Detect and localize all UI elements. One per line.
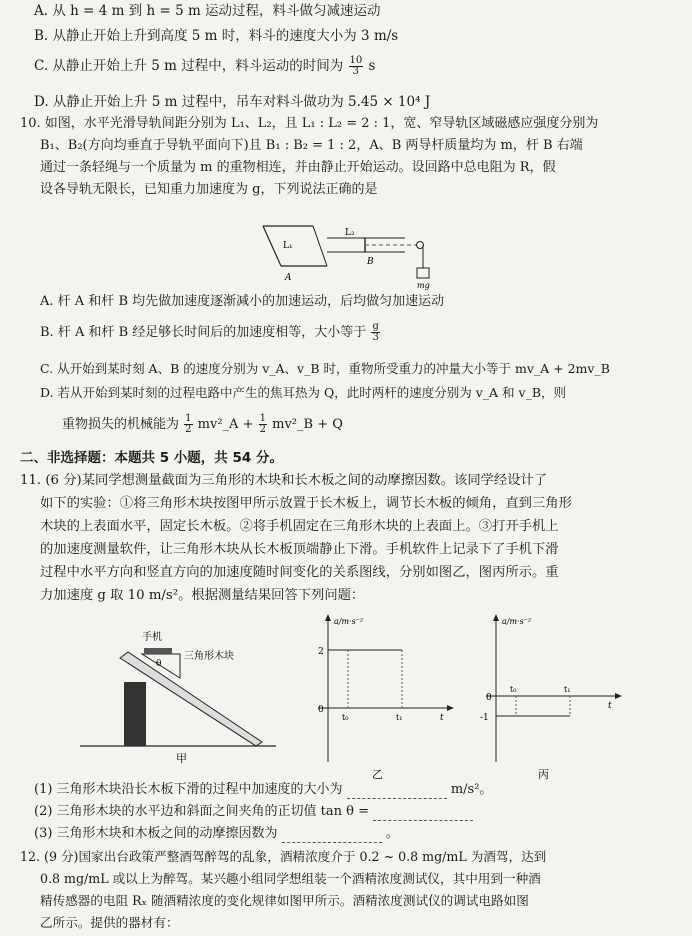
weight-block bbox=[417, 268, 429, 278]
q12-line-4: 乙所示。提供的器材有： bbox=[40, 915, 179, 930]
fig-yi-caption: 乙 bbox=[372, 768, 383, 781]
q10-option-d-line2 bbox=[62, 414, 343, 435]
q12-line-3: 精传感器的电阻 Rₓ 随酒精浓度的变化规律如图甲所示。酒精浓度测试仪的调试电路如图 bbox=[40, 893, 529, 908]
yi-t1: t₁ bbox=[396, 713, 403, 722]
yi-t-label: t bbox=[440, 713, 444, 723]
label-b: B bbox=[367, 257, 374, 267]
q10-option-b-text: B. 杆 A 和杆 B 经足够长时间后的加速度相等，大小等于 bbox=[40, 325, 367, 340]
phone-label: 手机 bbox=[142, 632, 162, 643]
q10-d-text: 重物损失的机械能为 bbox=[62, 417, 180, 432]
q11-sub-2-text: (2) 三角形木块的水平边和斜面之间夹角的正切值 tan θ = bbox=[34, 804, 370, 819]
support-block bbox=[124, 682, 146, 746]
q10-d-frac-1: $\frac{1}{2}$ bbox=[185, 413, 192, 435]
bing-t-label: t bbox=[608, 701, 612, 711]
fig-bing-caption: 丙 bbox=[538, 768, 549, 781]
label-l1: L₁ bbox=[283, 241, 293, 251]
q10-option-c: C. 从开始到某时刻 A、B 的速度分别为 v_A、v_B 时，重物所受重力的冲量大小等于 mv_A + 2mv_B bbox=[40, 361, 610, 376]
bing-y-label: a/m·s⁻² bbox=[502, 617, 532, 626]
fig-jia-incline bbox=[80, 622, 280, 764]
q10-line-1: 10. 如图，水平光滑导轨间距分别为 L₁、L₂，且 L₁ : L₂ = 2 : 1，宽、窄导轨区域磁感应强度分别为 bbox=[20, 116, 599, 131]
block-label: 三角形木块 bbox=[184, 651, 234, 662]
q11-line-4: 的加速度测量软件，让三角形木块从长木板顶端静止下滑。手机软件上记录下了手机下滑 bbox=[40, 542, 559, 557]
q9-option-a: A. 从 h = 4 m 到 h = 5 m 运动过程，料斗做匀减速运动 bbox=[34, 3, 381, 19]
fig-yi-chart bbox=[310, 612, 460, 782]
label-l2: L₂ bbox=[345, 228, 355, 238]
q10-rail-figure bbox=[255, 218, 455, 290]
q9-c-fraction: $\frac{10}{3}$ bbox=[349, 55, 363, 77]
rod-a bbox=[263, 226, 281, 266]
q11-sub-1-text: (1) 三角形木块沿长木板下滑的过程中加速度的大小为 bbox=[34, 782, 343, 797]
q11-line-6: 力加速度 g 取 10 m/s²。根据测量结果回答下列问题： bbox=[40, 588, 365, 603]
bing-t0: t₀ bbox=[510, 685, 517, 694]
yi-t0: t₀ bbox=[342, 713, 349, 722]
q10-d-term-1: mv²_A + bbox=[197, 417, 254, 432]
theta-label: θ bbox=[156, 659, 162, 669]
q10-d-frac-2: $\frac{1}{2}$ bbox=[259, 413, 266, 435]
label-mg: mg bbox=[417, 281, 430, 290]
bing-y-tick: -1 bbox=[480, 713, 489, 723]
bing-t1: t₁ bbox=[564, 685, 571, 694]
q11-sub-3-text: (3) 三角形木块和木板之间的动摩擦因数为 bbox=[34, 826, 278, 841]
q11-sub-3 bbox=[34, 825, 399, 843]
bing-origin: 0 bbox=[486, 693, 492, 703]
label-a: A bbox=[285, 273, 292, 283]
q11-sub-1-blank bbox=[347, 784, 447, 799]
q11-sub-3-unit: 。 bbox=[385, 826, 399, 841]
q10-line-4: 设各导轨无限长，已知重力加速度为 g，下列说法正确的是 bbox=[40, 182, 378, 197]
q11-sub-2-blank bbox=[373, 806, 473, 821]
q12-line-1: 12. (9 分)国家出台政策严整酒驾醉驾的乱象，酒精浓度介于 0.2 ~ 0.8 mg/mL 为酒驾，达到 bbox=[20, 849, 547, 864]
q11-sub-1-unit: m/s²。 bbox=[450, 782, 493, 797]
q10-b-fraction: $\frac{g}{3}$ bbox=[372, 321, 379, 343]
q9-option-c bbox=[34, 56, 375, 77]
q12-line-2: 0.8 mg/mL 或以上为醉驾。某兴趣小组同学想组装一个酒精浓度测试仪，其中用到一种酒 bbox=[40, 871, 541, 886]
q11-line-3: 木块的上表面水平，固定长木板。②将手机固定在三角形木块的上表面上。③打开手机上 bbox=[40, 519, 559, 534]
q11-line-2: 如下的实验：①将三角形木块按图甲所示放置于长木板上，调节长木板的倾角，直到三角形 bbox=[40, 496, 572, 511]
q11-line-5: 过程中水平方向和竖直方向的加速度随时间变化的关系图线，分别如图乙，图丙所示。重 bbox=[40, 565, 559, 580]
q11-sub-1 bbox=[34, 781, 492, 799]
phone bbox=[144, 648, 172, 654]
q10-line-2: B₁、B₂(方向均垂直于导轨平面向下)且 B₁ : B₂ = 1 : 2，A、B 两导杆质量均为 m，杆 B 右端 bbox=[40, 138, 583, 153]
q9-option-c-text: C. 从静止开始上升 5 m 过程中，料斗运动的时间为 bbox=[34, 58, 344, 74]
q9-option-d: D. 从静止开始上升 5 m 过程中，吊车对料斗做功为 5.45 × 10⁴ J bbox=[34, 94, 431, 110]
q9-option-b: B. 从静止开始上升到高度 5 m 时，料斗的速度大小为 3 m/s bbox=[34, 28, 399, 44]
q11-sub-3-blank bbox=[282, 828, 382, 843]
q11-line-1: 11. (6 分)某同学想测量截面为三角形的木块和长木板之间的动摩擦因数。该同学经设计了 bbox=[20, 473, 548, 488]
q10-option-d-line1: D. 若从开始到某时刻的过程电路中产生的焦耳热为 Q，此时两杆的速度分别为 v_A 和 v_B，则 bbox=[40, 385, 567, 400]
q11-sub-2 bbox=[34, 803, 473, 821]
yi-origin: 0 bbox=[318, 705, 324, 715]
q10-option-a: A. 杆 A 和杆 B 均先做加速度逐渐减小的加速运动，后均做匀加速运动 bbox=[40, 294, 445, 309]
q10-line-3: 通过一条轻绳与一个质量为 m 的重物相连，并由静止开始运动。设回路中总电阻为 R，假 bbox=[40, 160, 556, 175]
q9-c-unit: s bbox=[368, 58, 376, 74]
yi-y-tick: 2 bbox=[318, 647, 324, 657]
fig-jia-caption: 甲 bbox=[176, 752, 187, 764]
yi-y-label: a/m·s⁻² bbox=[334, 617, 364, 626]
q10-option-b bbox=[40, 322, 381, 343]
fig-bing-chart bbox=[478, 612, 628, 782]
q10-d-term-2: mv²_B + Q bbox=[272, 417, 343, 432]
section-heading: 二、非选择题：本题共 5 小题，共 54 分。 bbox=[20, 450, 283, 466]
